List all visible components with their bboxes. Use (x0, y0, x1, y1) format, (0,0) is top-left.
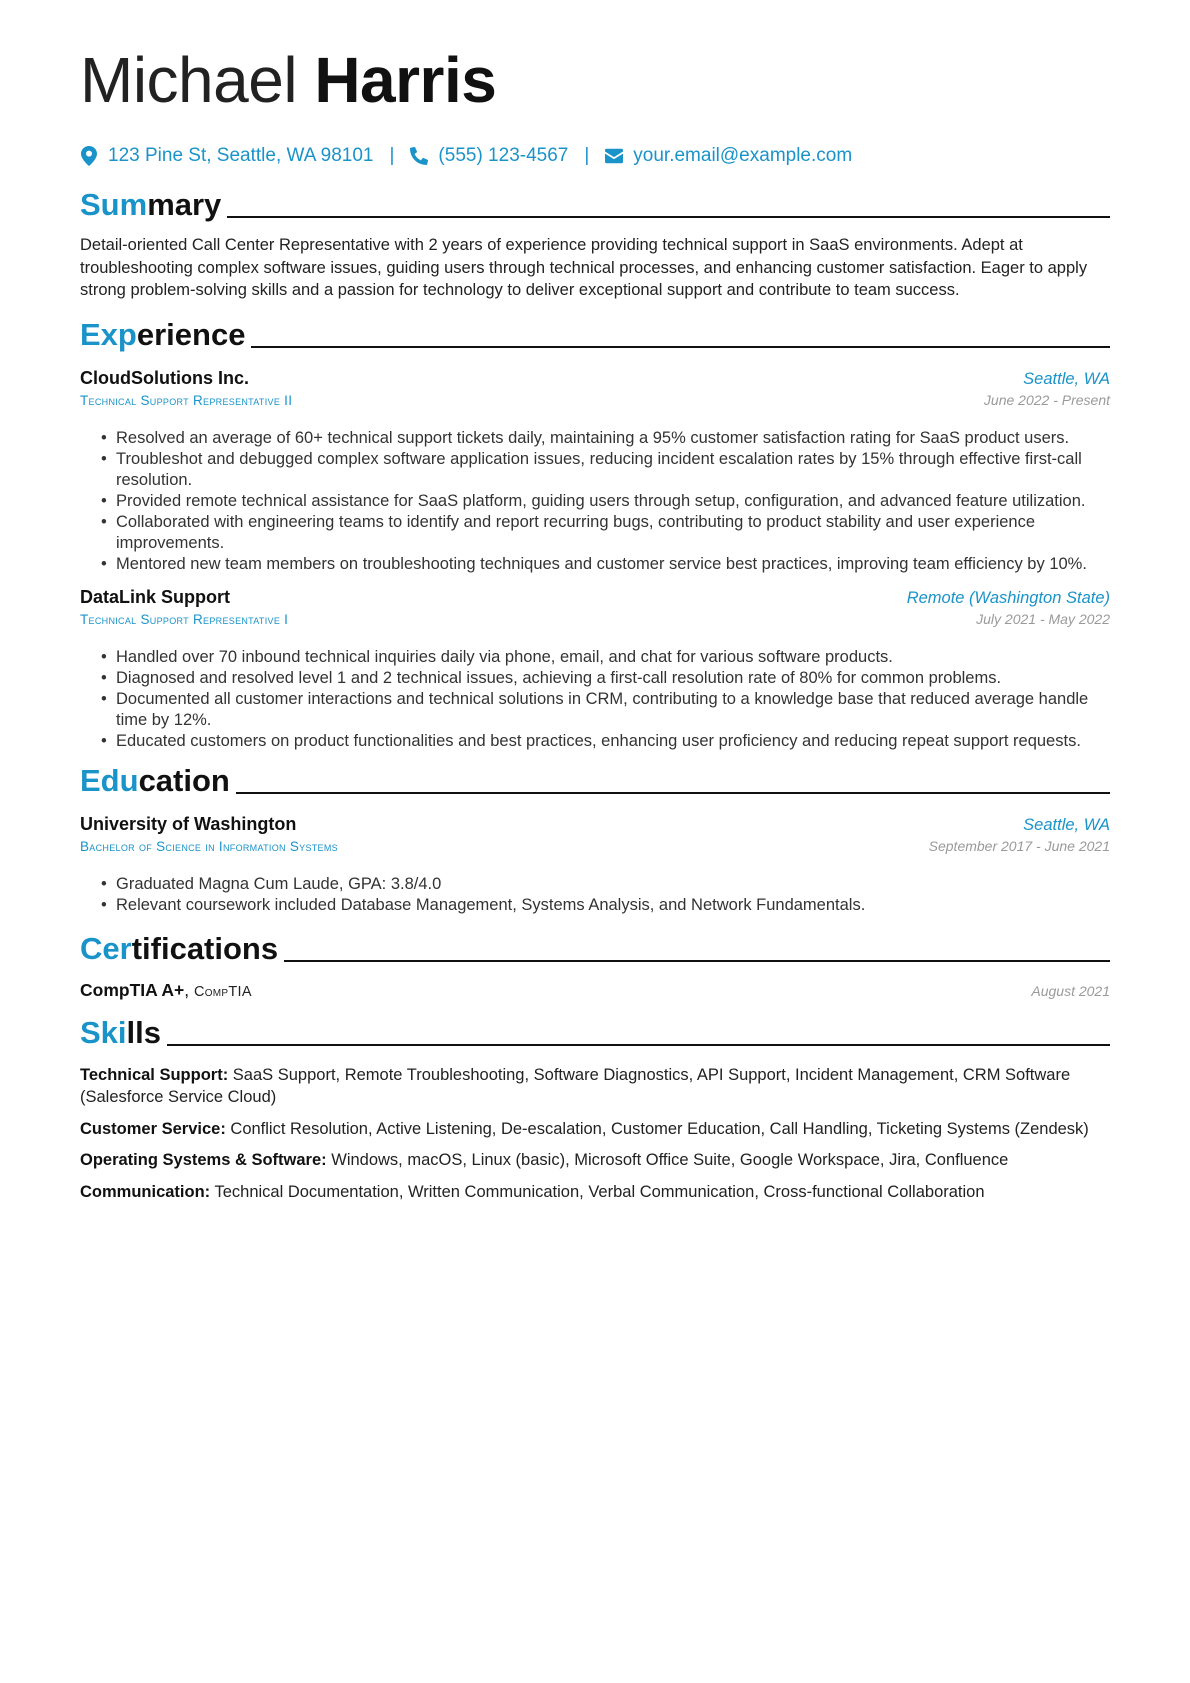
skill-values: SaaS Support, Remote Troubleshooting, Software Diagnostics, API Support, Incident Management, CRM Software (Salesforce Service Cloud) (80, 1065, 1071, 1106)
list-item: • Mentored new team members on troubleshooting techniques and customer service best practices, improving team efficiency by 10%. (116, 554, 1110, 575)
email-item[interactable] (605, 145, 852, 167)
skill-category: Technical Support: (80, 1065, 229, 1084)
school-location: Seattle, WA (1023, 815, 1110, 834)
skill-values: Windows, macOS, Linux (basic), Microsoft Office Suite, Google Workspace, Jira, Confluence (331, 1151, 1009, 1169)
job-entry (80, 587, 1110, 752)
section-divider (284, 960, 1110, 962)
skill-values: Conflict Resolution, Active Listening, De-escalation, Customer Education, Call Handling, Ticketing Systems (Zendesk) (230, 1119, 1089, 1138)
first-name: Michael (80, 44, 298, 116)
education-entry (80, 814, 1110, 916)
degree: Bachelor of Science in Information Systems (80, 838, 338, 854)
map-marker-icon (80, 146, 98, 166)
skill-row (80, 1064, 1110, 1109)
last-name: Harris (314, 44, 497, 116)
section-title: Education (80, 762, 230, 798)
skill-row (80, 1149, 1110, 1172)
phone-text: (555) 123-4567 (438, 145, 569, 166)
skill-row (80, 1118, 1110, 1141)
skill-category: Communication: (80, 1182, 211, 1201)
skills-section-header (80, 1012, 1110, 1052)
company-name: DataLink Support (80, 586, 231, 607)
section-divider (251, 346, 1110, 348)
job-title: Technical Support Representative I (80, 611, 289, 627)
skill-values: Technical Documentation, Written Communication, Verbal Communication, Cross-functional Collaboration (214, 1182, 985, 1201)
list-item: • Diagnosed and resolved level 1 and 2 technical issues, achieving a first-call resolution rate of 80% for common problems. (116, 668, 1110, 689)
certification-name: CompTIA A+ (80, 979, 185, 1000)
list-item: • Educated customers on product functionalities and best practices, enhancing user proficiency and reducing repeat support requests. (116, 731, 1110, 752)
phone-icon (410, 146, 428, 166)
job-location: Remote (Washington State) (906, 588, 1110, 607)
school-name: University of Washington (80, 813, 297, 834)
list-item: • Documented all customer interactions and technical solutions in CRM, contributing to a knowledge base that reduced average handle time by 12%. (116, 689, 1110, 731)
skill-row (80, 1181, 1110, 1204)
section-title: Experience (80, 316, 246, 352)
list-item: • Relevant coursework included Database Management, Systems Analysis, and Network Fundamentals. (116, 895, 1110, 916)
job-bullets (80, 647, 1110, 752)
summary-section-header (80, 184, 1110, 224)
contact-bar (80, 142, 1110, 170)
phone-item[interactable] (410, 145, 568, 167)
envelope-icon (605, 146, 623, 166)
summary-text: Detail-oriented Call Center Representative with 2 years of experience providing technical support in SaaS environments. Adept at troubleshooting complex software issues, guiding users through technical processes, and enhancing customer satisfaction. Eager to apply strong problem-solving skills and a passion for technology to deliver exceptional support and contribute to team success. (80, 236, 1088, 299)
section-divider (167, 1044, 1110, 1046)
job-location: Seattle, WA (1023, 369, 1110, 388)
experience-section-header (80, 314, 1110, 354)
section-title: Certifications (80, 930, 279, 966)
list-item: • Provided remote technical assistance for SaaS platform, guiding users through setup, configuration, and advanced feature utilization. (116, 491, 1110, 512)
address-item (80, 145, 373, 167)
list-item: • Graduated Magna Cum Laude, GPA: 3.8/4.0 (116, 874, 1110, 895)
contact-separator: | (389, 145, 395, 166)
section-divider (236, 792, 1110, 794)
address-text: 123 Pine St, Seattle, WA 98101 (108, 145, 374, 166)
section-title: Skills (80, 1014, 161, 1050)
skill-category: Customer Service: (80, 1119, 226, 1138)
job-entry (80, 368, 1110, 575)
job-bullets (80, 428, 1110, 575)
list-item: • Handled over 70 inbound technical inquiries daily via phone, email, and chat for various software products. (116, 647, 1110, 668)
education-dates: September 2017 - June 2021 (928, 837, 1110, 854)
candidate-name (80, 42, 1110, 118)
job-title: Technical Support Representative II (80, 392, 293, 408)
certifications-section-header (80, 928, 1110, 968)
education-section-header (80, 760, 1110, 800)
certification-date: August 2021 (1031, 982, 1110, 999)
section-divider (227, 216, 1110, 218)
email-text: your.email@example.com (633, 145, 853, 166)
company-name: CloudSolutions Inc. (80, 367, 249, 388)
job-dates: July 2021 - May 2022 (976, 610, 1110, 627)
list-item: • Collaborated with engineering teams to identify and report recurring bugs, contributing to product stability and user experience improvements. (116, 512, 1110, 554)
section-title: Summary (80, 187, 222, 222)
certification-issuer: CompTIA (193, 983, 252, 1000)
skill-category: Operating Systems & Software: (80, 1151, 327, 1169)
list-item: • Troubleshot and debugged complex software application issues, reducing incident escalation rates by 15% through effective first-call resolution. (116, 449, 1110, 491)
education-bullets (80, 874, 1110, 916)
certification-entry: CompTIA A+, CompTIA August 2021 (80, 979, 1110, 1000)
job-dates: June 2022 - Present (983, 391, 1110, 408)
list-item: • Resolved an average of 60+ technical support tickets daily, maintaining a 95% customer satisfaction rating for SaaS product users. (116, 428, 1110, 449)
contact-separator: | (584, 145, 590, 166)
